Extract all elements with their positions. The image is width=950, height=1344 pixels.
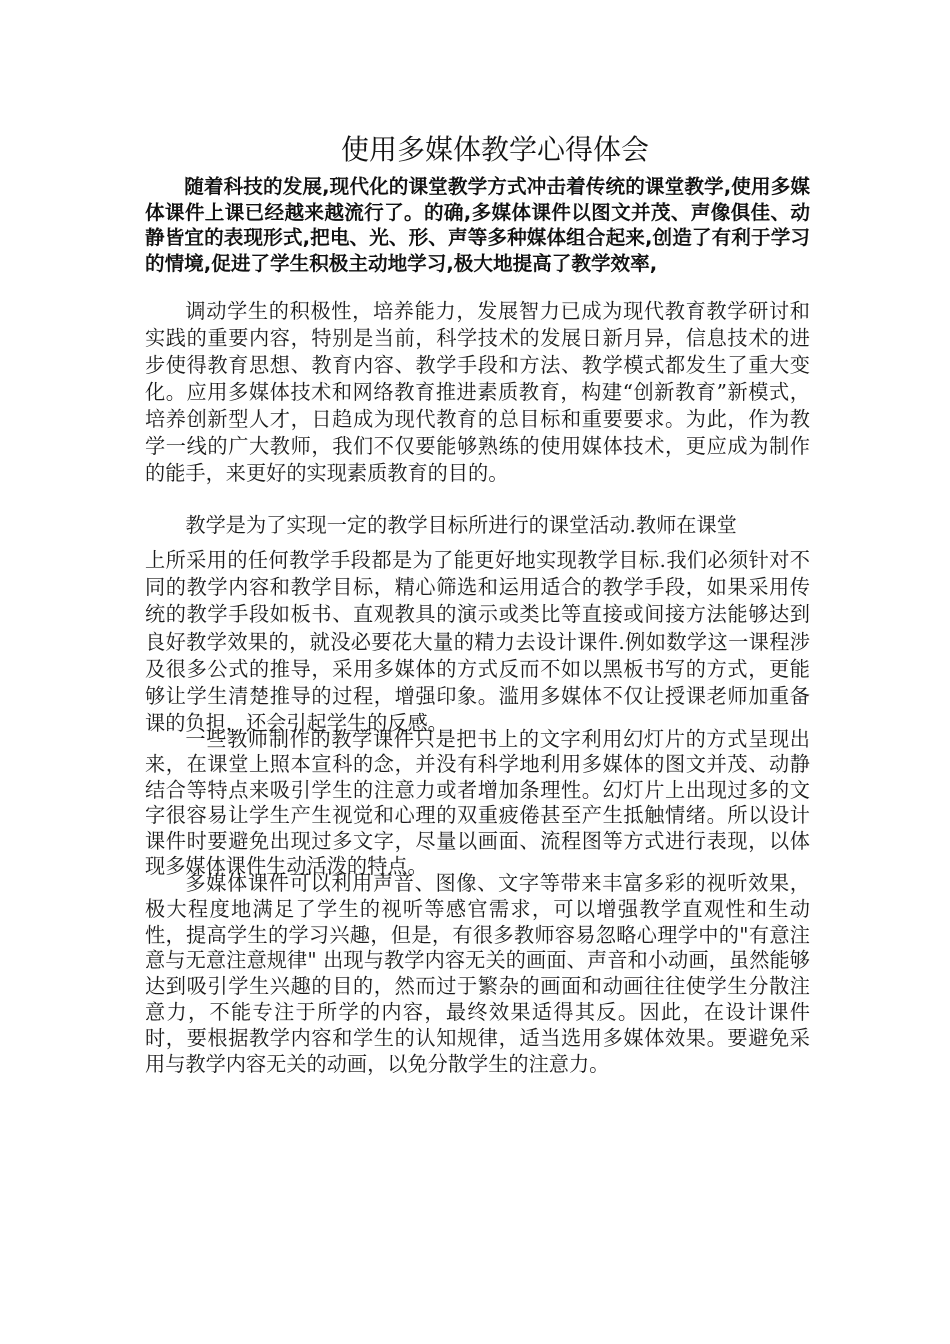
paragraph-3-first-line: 教学是为了实现一定的教学目标所进行的课堂活动.教师在课堂: [185, 513, 737, 537]
paragraph-3-continuation: 上所采用的任何教学手段都是为了能更好地实现教学目标.我们必须针对不同的教学内容和教学目标，精心筛选和运用适合的教学手段，如果采用传统的教学手段如板书、直观教具的演示或类比等直接或间接方法能够达到良好教学效果的，就没必要花大量的精力去设计课件.例如数学这一课程涉及很多公式的推导，采用多媒体的方式反而不如以黑板书写的方式，更能够让学生清楚推导的过程，增强印象。滥用多媒体不仅让授课老师加重备课的负担，还会引起学生的反感。: [145, 548, 810, 736]
paragraph-2: 调动学生的积极性，培养能力，发展智力已成为现代教育教学研讨和实践的重要内容，特别是当前，科学技术的发展日新月异，信息技术的进步使得教育思想、教育内容、教学手段和方法、教学模式都发生了重大变化。应用多媒体技术和网络教育推进素质教育，构建“创新教育”新模式，培养创新型人才，日趋成为现代教育的总目标和重要要求。为此，作为教学一线的广大教师，我们不仅要能够熟练的使用媒体技术，更应成为制作的能手，来更好的实现素质教育的目的。: [145, 299, 810, 485]
paragraph-1: 随着科技的发展,现代化的课堂教学方式冲击着传统的课堂教学,使用多媒体课件上课已经越来越流行了。的确,多媒体课件以图文并茂、声像俱佳、动静皆宜的表现形式,把电、光、形、声等多种媒体组合起来,创造了有利于学习的情境,促进了学生积极主动地学习,极大地提高了教学效率,: [145, 175, 810, 275]
paragraph-4: 一些教师制作的教学课件只是把书上的文字利用幻灯片的方式呈现出来，在课堂上照本宣科的念，并没有科学地利用多媒体的图文并茂、动静结合等特点来吸引学生的注意力或者增加条理性。幻灯片上出现过多的文字很容易让学生产生视觉和心理的双重疲倦甚至产生抵触情绪。所以设计课件时要避免出现过多文字，尽量以画面、流程图等方式进行表现，以体现多媒体课件生动活泼的特点。: [145, 727, 810, 879]
paragraph-5: 多媒体课件可以利用声音、图像、文字等带来丰富多彩的视听效果，极大程度地满足了学生的视听等感官需求，可以增强教学直观性和生动性，提高学生的学习兴趣，但是，有很多教师容易忽略心理学中的"有意注意与无意注意规律" 出现与教学内容无关的画面、声音和小动画，虽然能够达到吸引学生兴趣的目的，然而过于繁杂的画面和动画往往使学生分散注意力，不能专注于所学的内容，最终效果适得其反。因此，在设计课件时，要根据教学内容和学生的认知规律，适当选用多媒体效果。要避免采用与教学内容无关的动画，以免分散学生的注意力。: [145, 871, 810, 1076]
document-title: 使用多媒体教学心得体会: [340, 133, 649, 166]
